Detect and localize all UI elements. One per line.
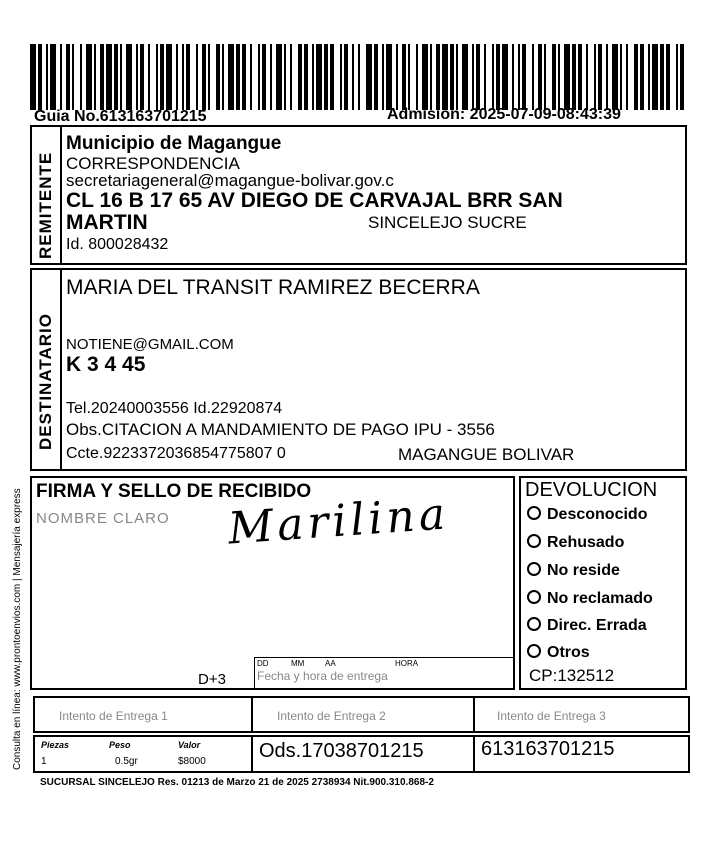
option-direc-errada[interactable]: Direc. Errada xyxy=(527,617,647,635)
devolucion-title: DEVOLUCION xyxy=(525,479,658,501)
radio-circle-icon xyxy=(527,562,541,576)
destinatario-ccte: Ccte.9223372036854775807 0 xyxy=(66,445,286,462)
radio-circle-icon xyxy=(527,534,541,548)
valor-header: Valor xyxy=(178,740,201,750)
guia-number: Guia No.613163701215 xyxy=(34,108,207,125)
valor-value: $8000 xyxy=(178,756,206,767)
destinatario-section xyxy=(30,268,687,471)
remitente-address: CL 16 B 17 65 AV DIEGO DE CARVAJAL BRR SAN xyxy=(66,189,563,212)
remitente-city: SINCELEJO SUCRE xyxy=(368,213,527,232)
remitente-name: Municipio de Magangue xyxy=(66,133,282,154)
intento-2[interactable]: Intento de Entrega 2 xyxy=(277,709,386,723)
guia-number-bottom: 613163701215 xyxy=(481,738,615,760)
envio-row xyxy=(33,735,690,773)
intento-3[interactable]: Intento de Entrega 3 xyxy=(497,709,606,723)
remitente-section xyxy=(30,125,687,265)
destinatario-obs: Obs.CITACION A MANDAMIENTO DE PAGO IPU - 3556 xyxy=(66,420,495,439)
signature: Marilina xyxy=(226,488,451,555)
footer-legal: SUCURSAL SINCELEJO Res. 01213 de Marzo 21 de 2025 2738934 Nit.900.310.868-2 xyxy=(40,777,434,788)
devolucion-section xyxy=(519,476,687,690)
option-desconocido[interactable]: Desconocido xyxy=(527,506,647,524)
firma-title: FIRMA Y SELLO DE RECIBIDO xyxy=(36,481,312,502)
option-rehusado[interactable]: Rehusado xyxy=(527,534,624,552)
remitente-dept: CORRESPONDENCIA xyxy=(66,154,240,173)
piezas-value: 1 xyxy=(41,756,47,767)
remitente-email: secretariageneral@magangue-bolivar.gov.c xyxy=(66,171,394,190)
dplus-label: D+3 xyxy=(198,671,226,688)
option-no-reclamado[interactable]: No reclamado xyxy=(527,590,653,608)
admision-timestamp: Admisión: 2025-07-09-08:43:39 xyxy=(387,106,621,123)
fecha-label: Fecha y hora de entrega xyxy=(257,669,388,683)
fecha-dd: DD xyxy=(257,659,269,668)
radio-circle-icon xyxy=(527,590,541,604)
radio-circle-icon xyxy=(527,644,541,658)
option-otros[interactable]: Otros xyxy=(527,644,590,662)
ods-number: Ods.17038701215 xyxy=(259,740,424,762)
remitente-address-cont: MARTIN xyxy=(66,211,148,234)
fecha-mm: MM xyxy=(291,659,305,668)
side-website-text: Consulta en línea: www.prontoenvios.com | Mensajería express xyxy=(12,488,23,770)
barcode xyxy=(30,44,690,110)
remitente-id: Id. 800028432 xyxy=(66,236,169,253)
cp-code: CP:132512 xyxy=(529,666,615,685)
intento-1[interactable]: Intento de Entrega 1 xyxy=(59,709,168,723)
option-no-reside[interactable]: No reside xyxy=(527,562,620,580)
destinatario-address: K 3 4 45 xyxy=(66,353,146,376)
remitente-label: REMITENTE xyxy=(36,151,55,259)
radio-circle-icon xyxy=(527,506,541,520)
destinatario-city: MAGANGUE BOLIVAR xyxy=(398,445,575,464)
destinatario-email: NOTIENE@GMAIL.COM xyxy=(66,336,234,353)
intentos-row xyxy=(33,696,690,733)
peso-value: 0.5gr xyxy=(115,756,138,767)
destinatario-label: DESTINATARIO xyxy=(36,313,55,450)
destinatario-name: MARIA DEL TRANSIT RAMIREZ BECERRA xyxy=(66,276,480,299)
radio-circle-icon xyxy=(527,617,541,631)
piezas-header: Piezas xyxy=(41,740,70,750)
nombre-claro-label: NOMBRE CLARO xyxy=(36,510,170,527)
fecha-aa: AA xyxy=(325,659,336,668)
peso-header: Peso xyxy=(109,740,131,750)
fecha-box[interactable] xyxy=(254,657,514,689)
firma-section xyxy=(30,476,515,690)
destinatario-tel: Tel.20240003556 Id.22920874 xyxy=(66,400,283,417)
fecha-hora: HORA xyxy=(395,659,419,668)
